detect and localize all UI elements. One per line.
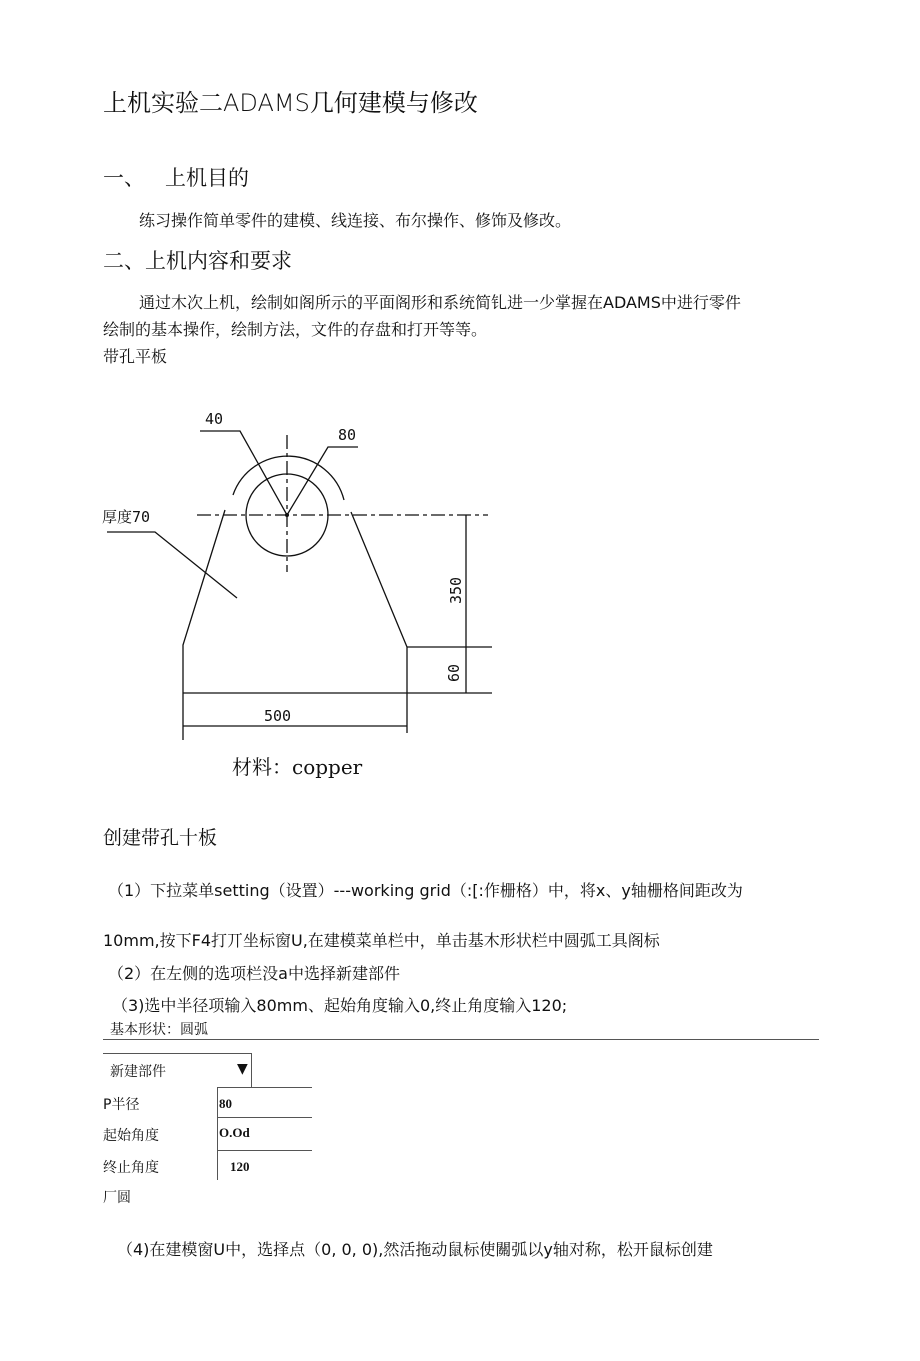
plate-left-edge [183,510,225,740]
chevron-down-icon: ▼ [237,1061,248,1077]
dim-350-label: 350 [447,576,465,604]
step1-line2: 10mm,按下F4打丌坐标窗U,在建模菜单栏中，单击基木形状栏中圆弧工具阁标 [103,931,660,950]
step4: （4)在建模窗U中，选择点（0, 0, 0),然活拖动鼠标使關弧以y轴对称，松开鼠标创建 [117,1240,713,1259]
thickness-label: 厚度70 [102,508,151,526]
section2-body-line1: 通过木次上机，绘制如阁所示的平面阁形和系统简钆进一少掌握在ADAMS中进行零件 [139,293,741,312]
section1-body: 练习操作简单零件的建模、线连接、布尔操作、修饰及修改。 [139,211,572,230]
start-angle-input[interactable]: O.Od [219,1125,250,1140]
dim-80-label: 80 [338,426,357,444]
panel-header: 基本形状：圆弧 [110,1022,208,1038]
dim-500-label: 500 [264,707,292,725]
end-angle-label: 终止角度 [103,1160,159,1176]
dim-60-label: 60 [445,663,463,682]
dropdown-value: 新建部件 [110,1064,166,1080]
plate-right-edge [351,512,407,733]
step2: （2）在左侧的选项栏没a中选择新建部件 [108,964,400,983]
radius-input[interactable]: 80 [219,1096,232,1111]
section2-heading: 二、上机内容和要求 [103,249,292,273]
radius-label: P半径 [103,1097,140,1113]
document-title: 上机实验二ADAMS几何建模与修改 [103,89,478,117]
step3: （3)选中半径项输入80mm、起始角度输入0,终止角度输入120; [112,996,568,1015]
circle-checkbox[interactable]: 厂圆 [103,1190,131,1206]
leader-40 [200,431,287,515]
create-heading: 创建带孔十板 [103,827,218,849]
leader-thickness [107,532,237,598]
section2-body-line2: 绘制的基本操作，绘制方法，文件的存盘和打开等等。 [103,320,488,339]
section2-subtitle: 带孔平板 [103,347,168,366]
step1-line1: （1）下拉菜单setting（设置）---working grid（:[:作栅格）中，将x、y轴栅格间距改为 [108,881,743,900]
section1-number: 一、 [103,166,145,190]
end-angle-input[interactable]: 120 [230,1159,250,1174]
start-angle-label: 起始角度 [103,1128,159,1144]
section1-heading: 上机目的 [165,166,249,190]
plate-outer-arc [233,456,344,500]
material-label: 材料：copper [232,755,363,779]
dim-40-label: 40 [205,410,224,428]
